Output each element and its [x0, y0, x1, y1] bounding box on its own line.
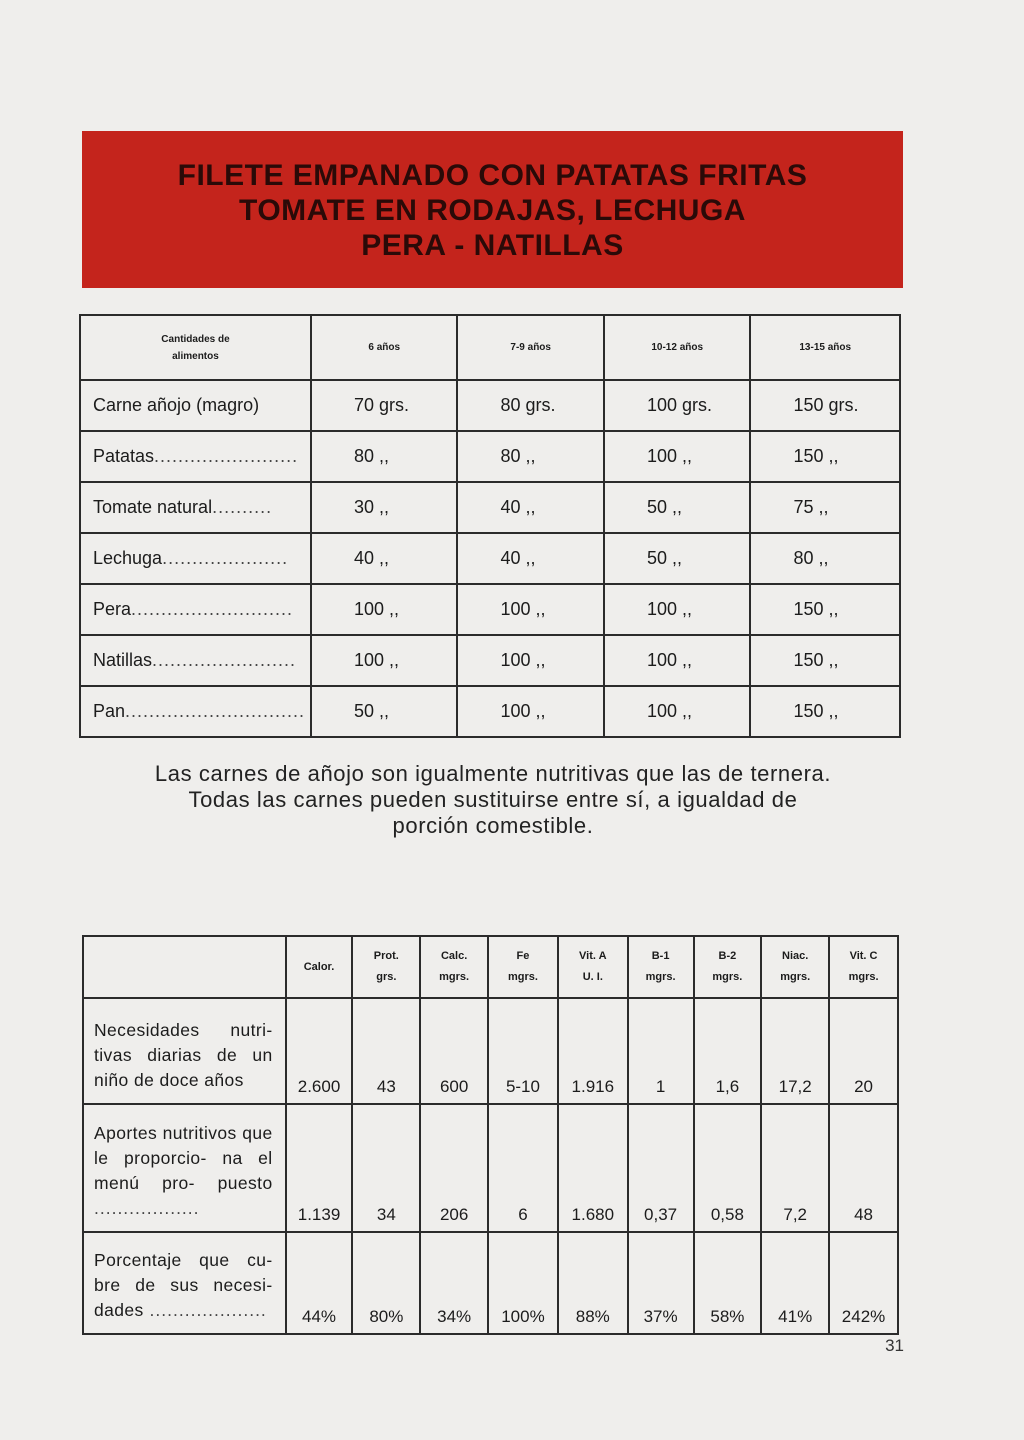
- nutrient-value-cell: 43: [352, 998, 420, 1104]
- note-line-2: Todas las carnes pueden sustituirse entre sí, a igualdad de: [188, 787, 798, 812]
- nutrient-value-cell: 58%: [694, 1232, 762, 1334]
- nutrient-unit: mgrs.: [507, 971, 538, 983]
- table-row: [80, 635, 900, 686]
- note-line-1: Las carnes de añojo son igualmente nutritivas que las de ternera.: [154, 761, 832, 786]
- nutrient-value-cell: 1: [628, 998, 694, 1104]
- food-name-cell: [80, 482, 311, 533]
- nutrient-column-header: [286, 936, 353, 998]
- quantity-cell: 50 ,,: [311, 686, 458, 737]
- table-row: [83, 1104, 898, 1232]
- quantity-cell: 100 ,,: [457, 686, 604, 737]
- food-name-cell: [80, 533, 311, 584]
- food-name: Natillas: [93, 650, 153, 670]
- food-name-cell: [80, 635, 311, 686]
- nutrient-name: Vit. C: [849, 950, 878, 962]
- nutrient-value-cell: 6: [488, 1104, 558, 1232]
- menu-title-line-2: TOMATE EN RODAJAS, LECHUGA: [239, 194, 746, 227]
- nutrient-column-header: [628, 936, 694, 998]
- quantity-cell: 100 ,,: [604, 686, 751, 737]
- quantity-cell: 100 ,,: [604, 431, 751, 482]
- nutrient-value-cell: 100%: [488, 1232, 558, 1334]
- page-number: 31: [885, 1336, 904, 1355]
- quantity-cell: 80 ,,: [311, 431, 458, 482]
- food-name: Lechuga: [93, 548, 163, 568]
- nutrient-unit: mgrs.: [712, 971, 743, 983]
- nutrient-unit: U. I.: [582, 971, 603, 983]
- nutrient-value-cell: 88%: [558, 1232, 628, 1334]
- table-row: [80, 686, 900, 737]
- menu-title-banner: [82, 131, 903, 288]
- food-name-cell: [80, 431, 311, 482]
- dot-leader: ....................: [143, 1300, 267, 1320]
- quantity-cell: 150 ,,: [750, 635, 900, 686]
- nutrient-unit: mgrs.: [780, 971, 811, 983]
- menu-title-line-3: PERA - NATILLAS: [361, 229, 624, 262]
- food-name-cell: [80, 584, 311, 635]
- nutrient-column-header: [420, 936, 488, 998]
- nutrient-unit: grs.: [376, 971, 397, 983]
- nutrient-value-cell: 80%: [352, 1232, 420, 1334]
- age-column-header: 6 años: [311, 315, 458, 380]
- quantity-cell: 150 grs.: [750, 380, 900, 431]
- nutrient-value-cell: 0,58: [694, 1104, 762, 1232]
- quantity-cell: 80 ,,: [457, 431, 604, 482]
- nutrient-column-header: [829, 936, 898, 998]
- nutrient-unit: mgrs.: [645, 971, 676, 983]
- table-header-row: [80, 315, 900, 380]
- quantity-cell: 100 ,,: [457, 584, 604, 635]
- nutrient-value-cell: 206: [420, 1104, 488, 1232]
- nutrient-unit: mgrs.: [439, 971, 470, 983]
- table-row: [80, 533, 900, 584]
- row-description-cell: [83, 998, 286, 1104]
- nutrient-value-cell: 1,6: [694, 998, 762, 1104]
- dot-leader: ........................: [152, 650, 297, 670]
- dot-leader: ...........................: [131, 599, 294, 619]
- food-name: Pan: [93, 701, 126, 721]
- nutrient-value-cell: 37%: [628, 1232, 694, 1334]
- nutrition-table: [82, 935, 899, 1335]
- corner-header-line-1: Cantidades de: [161, 333, 230, 345]
- nutrient-name: Fe: [516, 950, 530, 962]
- nutrient-value-cell: 1.916: [558, 998, 628, 1104]
- table-header-row: [83, 936, 898, 998]
- nutrient-value-cell: 41%: [761, 1232, 829, 1334]
- menu-title-line-1: FILETE EMPANADO CON PATATAS FRITAS: [177, 159, 808, 192]
- dot-leader: ..............................: [125, 701, 306, 721]
- nutrient-name: Prot.: [373, 950, 399, 962]
- row-description: Porcentaje que cu- bre de sus necesi- dades: [94, 1250, 273, 1320]
- quantity-cell: 50 ,,: [604, 482, 751, 533]
- note-line-3: porción comestible.: [392, 813, 594, 838]
- nutrient-name: Calc.: [440, 950, 468, 962]
- quantity-cell: 100 ,,: [311, 635, 458, 686]
- nutrient-unit: mgrs.: [848, 971, 879, 983]
- quantity-cell: 50 ,,: [604, 533, 751, 584]
- table-row: [80, 431, 900, 482]
- row-description-cell: [83, 1104, 286, 1232]
- age-column-header: 13-15 años: [750, 315, 900, 380]
- age-column-header: 10-12 años: [604, 315, 751, 380]
- nutrient-value-cell: 1.680: [558, 1104, 628, 1232]
- quantity-cell: 150 ,,: [750, 431, 900, 482]
- dot-leader: ..................: [94, 1198, 200, 1218]
- quantity-cell: 150 ,,: [750, 686, 900, 737]
- quantity-cell: 40 ,,: [457, 482, 604, 533]
- nutrient-column-header: [488, 936, 558, 998]
- nutrient-name: B-2: [718, 950, 737, 962]
- nutrient-name: B-1: [651, 950, 670, 962]
- dot-leader: .....................: [162, 548, 289, 568]
- nutrient-value-cell: 600: [420, 998, 488, 1104]
- corner-header-line-2: alimentos: [172, 350, 219, 362]
- quantity-cell: 30 ,,: [311, 482, 458, 533]
- nutrient-value-cell: 2.600: [286, 998, 353, 1104]
- quantity-cell: 75 ,,: [750, 482, 900, 533]
- quantities-corner-header: [80, 315, 311, 380]
- quantity-cell: 150 ,,: [750, 584, 900, 635]
- empty-corner-header: [83, 936, 286, 998]
- table-row: [80, 380, 900, 431]
- nutrient-column-header: [352, 936, 420, 998]
- quantity-cell: 40 ,,: [457, 533, 604, 584]
- quantity-cell: 100 ,,: [604, 584, 751, 635]
- nutrient-value-cell: 20: [829, 998, 898, 1104]
- row-description-cell: [83, 1232, 286, 1334]
- food-name: Carne añojo (magro): [93, 395, 260, 415]
- quantity-cell: 100 grs.: [604, 380, 751, 431]
- quantity-cell: 80 grs.: [457, 380, 604, 431]
- nutrient-value-cell: 44%: [286, 1232, 353, 1334]
- nutrient-value-cell: 48: [829, 1104, 898, 1232]
- nutrient-value-cell: 7,2: [761, 1104, 829, 1232]
- table-row: [80, 584, 900, 635]
- quantity-cell: 100 ,,: [604, 635, 751, 686]
- nutrient-name: Calor.: [303, 960, 335, 973]
- food-name: Tomate natural: [93, 497, 213, 517]
- quantity-cell: 100 ,,: [311, 584, 458, 635]
- food-name-cell: [80, 380, 311, 431]
- nutrient-name: Niac.: [782, 950, 809, 962]
- row-description: Aportes nutritivos que le proporcio- na el menú pro- puesto: [94, 1123, 273, 1193]
- table-row: [80, 482, 900, 533]
- nutrient-column-header: [694, 936, 762, 998]
- food-name: Patatas: [93, 446, 155, 466]
- row-description: Necesidades nutri- tivas diarias de un niño de doce años: [94, 1020, 273, 1090]
- nutrient-value-cell: 1.139: [286, 1104, 353, 1232]
- table-row: [83, 1232, 898, 1334]
- nutrient-column-header: [558, 936, 628, 998]
- dot-leader: ..........: [212, 497, 273, 517]
- nutrient-value-cell: 34%: [420, 1232, 488, 1334]
- quantity-cell: 70 grs.: [311, 380, 458, 431]
- dot-leader: ........................: [154, 446, 299, 466]
- food-quantities-table: [79, 314, 901, 738]
- quantity-cell: 100 ,,: [457, 635, 604, 686]
- table-row: [83, 998, 898, 1104]
- age-column-header: 7-9 años: [457, 315, 604, 380]
- nutrient-value-cell: 17,2: [761, 998, 829, 1104]
- nutrient-name: Vit. A: [579, 950, 607, 962]
- nutrient-value-cell: 242%: [829, 1232, 898, 1334]
- meat-substitution-note: [70, 761, 916, 839]
- quantity-cell: 40 ,,: [311, 533, 458, 584]
- food-name: Pera: [93, 599, 132, 619]
- food-name-cell: [80, 686, 311, 737]
- nutrient-value-cell: 5-10: [488, 998, 558, 1104]
- nutrient-column-header: [761, 936, 829, 998]
- quantity-cell: 80 ,,: [750, 533, 900, 584]
- nutrient-value-cell: 34: [352, 1104, 420, 1232]
- nutrient-value-cell: 0,37: [628, 1104, 694, 1232]
